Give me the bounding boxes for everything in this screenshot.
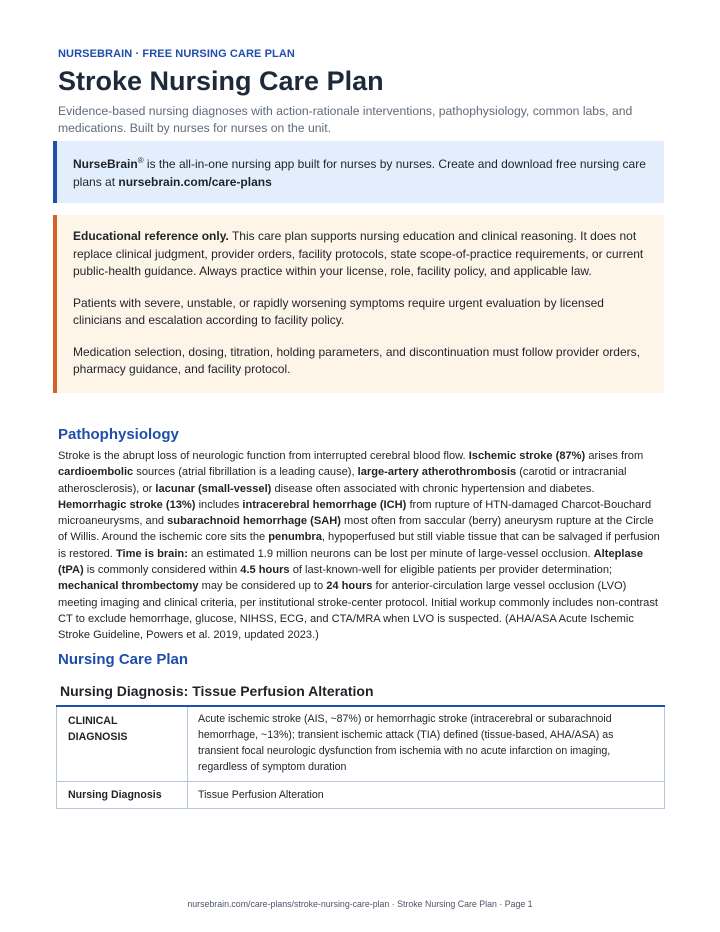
patho-text: Stroke is the abrupt loss of neurologic function from interrupted cerebral blood flow. xyxy=(58,450,469,462)
disclaimer-paragraph-3: Medication selection, dosing, titration, holding parameters, and discontinuation must follow provider orders, pharmacy guidance, and facility protocol. xyxy=(73,344,640,376)
patho-text: , hypoperfused but still viable tissue that can be salvaged if perfusion is restored. xyxy=(58,531,660,560)
patho-text: (carotid or intracranial atherosclerosis), or xyxy=(58,466,627,495)
page-footer: nursebrain.com/care-plans/stroke-nursing-care-plan · Stroke Nursing Care Plan · Page 1 xyxy=(187,899,533,909)
pathophysiology-heading: Pathophysiology xyxy=(58,426,179,443)
patho-bold: subarachnoid hemorrhage (SAH) xyxy=(167,515,341,528)
nursing-diagnosis-value: Tissue Perfusion Alteration xyxy=(188,782,665,809)
page-title: Stroke Nursing Care Plan xyxy=(58,66,384,96)
patho-bold: intracerebral hemorrhage (ICH) xyxy=(242,498,407,511)
diagnosis-table xyxy=(56,705,665,809)
disclaimer-lead: Educational reference only. xyxy=(73,229,229,243)
patho-text: is commonly considered within xyxy=(83,564,241,577)
patho-bold: cardioembolic xyxy=(58,466,134,479)
patho-text: an estimated 1.9 million neurons can be lost per minute of large-vessel occlusion. xyxy=(187,547,594,560)
registered-mark: ® xyxy=(137,156,144,165)
promo-brand: NurseBrain xyxy=(73,157,138,171)
clinical-diagnosis-value: Acute ischemic stroke (AIS, ~87%) or hemorrhagic stroke (intracerebral or subarachnoid hemorrhage, ~13%); transient ischemic attack (TIA) defined (tissue-based, AHA/ASA) as transient focal neurologic dysfunction from ischemia with no acute infarction on imaging, regardless of symptom duration xyxy=(188,706,665,782)
patho-text: disease often associated with chronic hypertension and diabetes. xyxy=(271,482,595,495)
patho-bold: 24 hours xyxy=(326,580,373,593)
patho-text: sources (atrial fibrillation is a leading cause), xyxy=(133,466,358,479)
table-row xyxy=(57,706,665,782)
patho-text: for anterior-circulation large vessel occlusion (LVO) meeting imaging and clinical criteria, per institutional stroke-center protocol. Initial workup commonly includes non-contrast CT to exclude hemorrhage, glucose, NIHSS, ECG, and CTA/MRA when LVO is suspected. (AHA/ASA Acute Ischemic Stroke Guideline, Powers et al. 2019, updated 2023.) xyxy=(58,580,658,642)
care-plan-heading: Nursing Care Plan xyxy=(58,651,189,668)
patho-text: of last-known-well for eligible patients per provider determination; xyxy=(289,564,613,577)
nursing-diagnosis-heading: Nursing Diagnosis: Tissue Perfusion Alteration xyxy=(60,683,374,699)
page xyxy=(58,48,664,801)
patho-bold: Alteplase (tPA) xyxy=(58,547,643,577)
disclaimer-text-1: This care plan supports nursing education and clinical reasoning. It does not replace clinical judgment, provider orders, facility protocols, state scope-of-practice requirements, or current public-health guidance. Always practice within your license, role, facility policy, and applicable law. xyxy=(73,229,644,278)
eyebrow: NURSEBRAIN · FREE NURSING CARE PLAN xyxy=(58,48,295,60)
patho-text: arises from xyxy=(585,450,644,462)
disclaimer-paragraph-1 xyxy=(73,228,644,281)
table-row xyxy=(57,782,665,809)
patho-bold: large-artery atherothrombosis xyxy=(357,466,517,479)
patho-text: most often from saccular (berry) aneurysm rupture at the Circle of Willis. Around the ischemic core sits the xyxy=(58,515,654,544)
clinical-diagnosis-label: CLINICAL DIAGNOSIS xyxy=(57,706,188,782)
pathophysiology-text xyxy=(58,448,664,644)
page-subtitle: Evidence-based nursing diagnoses with action-rationale interventions, pathophysiology, common labs, and medications. Built by nurses for nurses on the unit. xyxy=(58,104,633,135)
patho-bold: Hemorrhagic stroke (13%) xyxy=(58,498,196,511)
patho-bold: Time is brain: xyxy=(115,547,188,560)
patho-bold: lacunar (small-vessel) xyxy=(155,482,272,495)
patho-text: may be considered up to xyxy=(198,580,327,593)
promo-text: is the all-in-one nursing app built for nurses by nurses. Create and download free nursing care plans at xyxy=(73,157,646,189)
patho-bold: Ischemic stroke (87%) xyxy=(468,450,586,462)
nursing-diagnosis-label: Nursing Diagnosis xyxy=(57,782,188,809)
promo-link[interactable]: nursebrain.com/care-plans xyxy=(118,175,272,189)
patho-text: includes xyxy=(195,498,243,511)
promo-callout xyxy=(53,141,664,203)
disclaimer-paragraph-2: Patients with severe, unstable, or rapidly worsening symptoms require urgent evaluation by licensed clinicians and escalation according to facility policy. xyxy=(73,295,604,327)
disclaimer-callout xyxy=(53,215,664,393)
patho-text: from rupture of HTN-damaged Charcot-Bouchard microaneurysms, and xyxy=(58,498,652,528)
patho-bold: 4.5 hours xyxy=(240,564,290,577)
patho-bold: mechanical thrombectomy xyxy=(58,580,199,593)
patho-bold: penumbra xyxy=(268,531,322,544)
